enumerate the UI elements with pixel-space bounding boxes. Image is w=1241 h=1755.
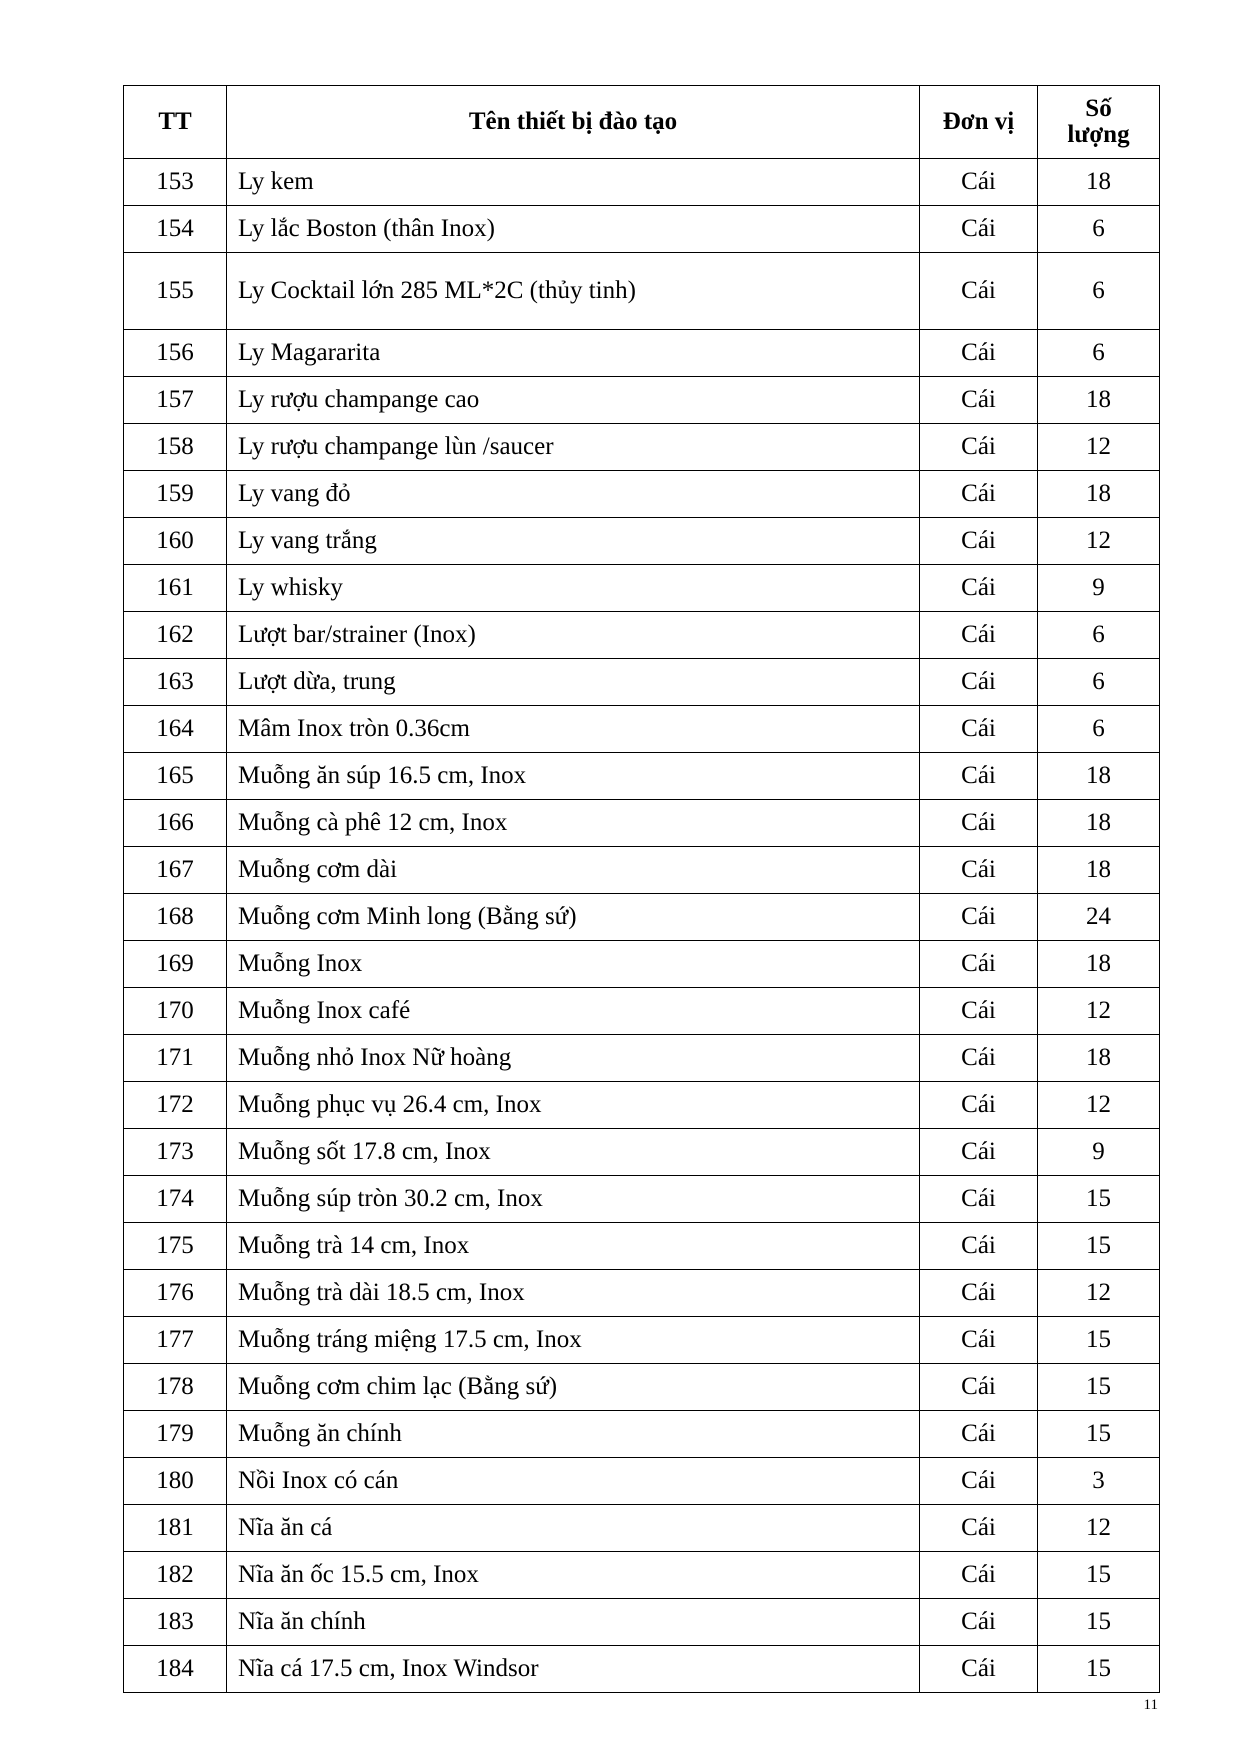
row-unit: Cái bbox=[920, 377, 1038, 424]
row-equipment-name: Muỗng Inox café bbox=[227, 988, 920, 1035]
equipment-table bbox=[123, 85, 1160, 1693]
row-equipment-name: Mâm Inox tròn 0.36cm bbox=[227, 706, 920, 753]
row-unit: Cái bbox=[920, 1035, 1038, 1082]
row-tt: 173 bbox=[124, 1129, 227, 1176]
row-unit: Cái bbox=[920, 1129, 1038, 1176]
row-quantity: 6 bbox=[1038, 206, 1160, 253]
row-unit: Cái bbox=[920, 1552, 1038, 1599]
row-unit: Cái bbox=[920, 159, 1038, 206]
header-equipment-name: Tên thiết bị đào tạo bbox=[227, 86, 920, 159]
row-unit: Cái bbox=[920, 894, 1038, 941]
table-row bbox=[124, 1129, 1160, 1176]
row-unit: Cái bbox=[920, 253, 1038, 330]
row-equipment-name: Ly whisky bbox=[227, 565, 920, 612]
row-equipment-name: Nĩa ăn chính bbox=[227, 1599, 920, 1646]
row-equipment-name: Muỗng ăn súp 16.5 cm, Inox bbox=[227, 753, 920, 800]
row-quantity: 18 bbox=[1038, 847, 1160, 894]
row-tt: 175 bbox=[124, 1223, 227, 1270]
row-tt: 155 bbox=[124, 253, 227, 330]
row-equipment-name: Muỗng trà 14 cm, Inox bbox=[227, 1223, 920, 1270]
table-row bbox=[124, 1599, 1160, 1646]
row-tt: 181 bbox=[124, 1505, 227, 1552]
row-unit: Cái bbox=[920, 1317, 1038, 1364]
row-equipment-name: Lượt dừa, trung bbox=[227, 659, 920, 706]
row-tt: 163 bbox=[124, 659, 227, 706]
row-tt: 164 bbox=[124, 706, 227, 753]
table-row bbox=[124, 1411, 1160, 1458]
row-equipment-name: Muỗng ăn chính bbox=[227, 1411, 920, 1458]
row-unit: Cái bbox=[920, 565, 1038, 612]
row-tt: 183 bbox=[124, 1599, 227, 1646]
table-row bbox=[124, 753, 1160, 800]
table-row bbox=[124, 1035, 1160, 1082]
row-quantity: 18 bbox=[1038, 377, 1160, 424]
table-row bbox=[124, 330, 1160, 377]
row-equipment-name: Muỗng nhỏ Inox Nữ hoàng bbox=[227, 1035, 920, 1082]
row-equipment-name: Nĩa ăn cá bbox=[227, 1505, 920, 1552]
row-tt: 172 bbox=[124, 1082, 227, 1129]
row-equipment-name: Muỗng cơm chim lạc (Bằng sứ) bbox=[227, 1364, 920, 1411]
row-quantity: 12 bbox=[1038, 518, 1160, 565]
row-tt: 176 bbox=[124, 1270, 227, 1317]
row-unit: Cái bbox=[920, 518, 1038, 565]
row-quantity: 6 bbox=[1038, 330, 1160, 377]
row-equipment-name: Muỗng phục vụ 26.4 cm, Inox bbox=[227, 1082, 920, 1129]
row-quantity: 12 bbox=[1038, 1270, 1160, 1317]
table-row bbox=[124, 206, 1160, 253]
row-equipment-name: Ly lắc Boston (thân Inox) bbox=[227, 206, 920, 253]
row-tt: 171 bbox=[124, 1035, 227, 1082]
row-quantity: 15 bbox=[1038, 1646, 1160, 1693]
table-row bbox=[124, 847, 1160, 894]
row-unit: Cái bbox=[920, 1364, 1038, 1411]
row-unit: Cái bbox=[920, 1411, 1038, 1458]
row-unit: Cái bbox=[920, 941, 1038, 988]
row-quantity: 18 bbox=[1038, 1035, 1160, 1082]
row-tt: 168 bbox=[124, 894, 227, 941]
row-quantity: 12 bbox=[1038, 1505, 1160, 1552]
row-quantity: 15 bbox=[1038, 1411, 1160, 1458]
row-equipment-name: Muỗng Inox bbox=[227, 941, 920, 988]
row-tt: 180 bbox=[124, 1458, 227, 1505]
row-quantity: 9 bbox=[1038, 1129, 1160, 1176]
row-tt: 156 bbox=[124, 330, 227, 377]
row-equipment-name: Muỗng trà dài 18.5 cm, Inox bbox=[227, 1270, 920, 1317]
table-body bbox=[124, 159, 1160, 1693]
row-unit: Cái bbox=[920, 1223, 1038, 1270]
row-tt: 166 bbox=[124, 800, 227, 847]
table-row bbox=[124, 1082, 1160, 1129]
header-quantity-line1: Số bbox=[1085, 94, 1112, 122]
row-unit: Cái bbox=[920, 424, 1038, 471]
row-quantity: 12 bbox=[1038, 988, 1160, 1035]
row-tt: 170 bbox=[124, 988, 227, 1035]
row-quantity: 18 bbox=[1038, 941, 1160, 988]
table-row bbox=[124, 424, 1160, 471]
row-equipment-name: Muỗng sốt 17.8 cm, Inox bbox=[227, 1129, 920, 1176]
header-quantity-line2: lượng bbox=[1067, 121, 1130, 148]
row-unit: Cái bbox=[920, 659, 1038, 706]
row-quantity: 6 bbox=[1038, 706, 1160, 753]
row-unit: Cái bbox=[920, 1458, 1038, 1505]
row-equipment-name: Muỗng cơm Minh long (Bằng sứ) bbox=[227, 894, 920, 941]
page-number: 11 bbox=[1143, 1697, 1158, 1713]
row-tt: 169 bbox=[124, 941, 227, 988]
row-tt: 167 bbox=[124, 847, 227, 894]
header-row bbox=[124, 86, 1160, 159]
row-quantity: 24 bbox=[1038, 894, 1160, 941]
table-row bbox=[124, 1317, 1160, 1364]
row-quantity: 15 bbox=[1038, 1599, 1160, 1646]
row-quantity: 18 bbox=[1038, 159, 1160, 206]
row-tt: 158 bbox=[124, 424, 227, 471]
row-quantity: 9 bbox=[1038, 565, 1160, 612]
table-row bbox=[124, 1176, 1160, 1223]
row-unit: Cái bbox=[920, 330, 1038, 377]
row-tt: 160 bbox=[124, 518, 227, 565]
row-equipment-name: Nĩa ăn ốc 15.5 cm, Inox bbox=[227, 1552, 920, 1599]
row-tt: 153 bbox=[124, 159, 227, 206]
table-row bbox=[124, 518, 1160, 565]
row-quantity: 15 bbox=[1038, 1176, 1160, 1223]
table-row bbox=[124, 471, 1160, 518]
row-unit: Cái bbox=[920, 206, 1038, 253]
table-row bbox=[124, 1223, 1160, 1270]
row-equipment-name: Lượt bar/strainer (Inox) bbox=[227, 612, 920, 659]
row-equipment-name: Muỗng cà phê 12 cm, Inox bbox=[227, 800, 920, 847]
table-row bbox=[124, 1505, 1160, 1552]
table-row bbox=[124, 706, 1160, 753]
row-quantity: 6 bbox=[1038, 612, 1160, 659]
table-row bbox=[124, 565, 1160, 612]
row-equipment-name: Ly kem bbox=[227, 159, 920, 206]
row-quantity: 18 bbox=[1038, 471, 1160, 518]
table-row bbox=[124, 941, 1160, 988]
table-row bbox=[124, 988, 1160, 1035]
row-unit: Cái bbox=[920, 800, 1038, 847]
row-tt: 184 bbox=[124, 1646, 227, 1693]
row-tt: 159 bbox=[124, 471, 227, 518]
table-row bbox=[124, 612, 1160, 659]
row-tt: 174 bbox=[124, 1176, 227, 1223]
row-quantity: 18 bbox=[1038, 800, 1160, 847]
row-equipment-name: Ly Magararita bbox=[227, 330, 920, 377]
row-quantity: 3 bbox=[1038, 1458, 1160, 1505]
row-tt: 157 bbox=[124, 377, 227, 424]
row-tt: 161 bbox=[124, 565, 227, 612]
row-tt: 178 bbox=[124, 1364, 227, 1411]
row-tt: 177 bbox=[124, 1317, 227, 1364]
header-unit: Đơn vị bbox=[920, 86, 1038, 159]
table-header bbox=[124, 86, 1160, 159]
row-unit: Cái bbox=[920, 471, 1038, 518]
table-row bbox=[124, 1458, 1160, 1505]
row-equipment-name: Ly Cocktail lớn 285 ML*2C (thủy tinh) bbox=[227, 253, 920, 330]
row-equipment-name: Nồi Inox có cán bbox=[227, 1458, 920, 1505]
row-unit: Cái bbox=[920, 1270, 1038, 1317]
row-quantity: 15 bbox=[1038, 1223, 1160, 1270]
row-equipment-name: Muỗng tráng miệng 17.5 cm, Inox bbox=[227, 1317, 920, 1364]
row-unit: Cái bbox=[920, 706, 1038, 753]
header-quantity bbox=[1038, 86, 1160, 159]
row-tt: 182 bbox=[124, 1552, 227, 1599]
row-unit: Cái bbox=[920, 753, 1038, 800]
row-quantity: 6 bbox=[1038, 659, 1160, 706]
row-unit: Cái bbox=[920, 1646, 1038, 1693]
table-row bbox=[124, 1552, 1160, 1599]
row-tt: 162 bbox=[124, 612, 227, 659]
table-row bbox=[124, 1646, 1160, 1693]
row-unit: Cái bbox=[920, 1082, 1038, 1129]
row-equipment-name: Ly vang đỏ bbox=[227, 471, 920, 518]
table-row bbox=[124, 377, 1160, 424]
row-tt: 179 bbox=[124, 1411, 227, 1458]
row-quantity: 18 bbox=[1038, 753, 1160, 800]
row-equipment-name: Ly vang trắng bbox=[227, 518, 920, 565]
row-tt: 154 bbox=[124, 206, 227, 253]
row-equipment-name: Ly rượu champange cao bbox=[227, 377, 920, 424]
row-equipment-name: Muỗng súp tròn 30.2 cm, Inox bbox=[227, 1176, 920, 1223]
table-row bbox=[124, 253, 1160, 330]
row-unit: Cái bbox=[920, 1176, 1038, 1223]
row-equipment-name: Ly rượu champange lùn /saucer bbox=[227, 424, 920, 471]
row-unit: Cái bbox=[920, 1599, 1038, 1646]
row-quantity: 6 bbox=[1038, 253, 1160, 330]
row-equipment-name: Nĩa cá 17.5 cm, Inox Windsor bbox=[227, 1646, 920, 1693]
row-unit: Cái bbox=[920, 1505, 1038, 1552]
row-quantity: 15 bbox=[1038, 1317, 1160, 1364]
row-unit: Cái bbox=[920, 847, 1038, 894]
row-quantity: 15 bbox=[1038, 1552, 1160, 1599]
table-row bbox=[124, 894, 1160, 941]
row-quantity: 15 bbox=[1038, 1364, 1160, 1411]
row-unit: Cái bbox=[920, 612, 1038, 659]
row-tt: 165 bbox=[124, 753, 227, 800]
table-row bbox=[124, 1364, 1160, 1411]
row-quantity: 12 bbox=[1038, 424, 1160, 471]
row-equipment-name: Muỗng cơm dài bbox=[227, 847, 920, 894]
row-quantity: 12 bbox=[1038, 1082, 1160, 1129]
table-row bbox=[124, 1270, 1160, 1317]
table-row bbox=[124, 659, 1160, 706]
header-tt: TT bbox=[124, 86, 227, 159]
table-row bbox=[124, 159, 1160, 206]
row-unit: Cái bbox=[920, 988, 1038, 1035]
table-row bbox=[124, 800, 1160, 847]
